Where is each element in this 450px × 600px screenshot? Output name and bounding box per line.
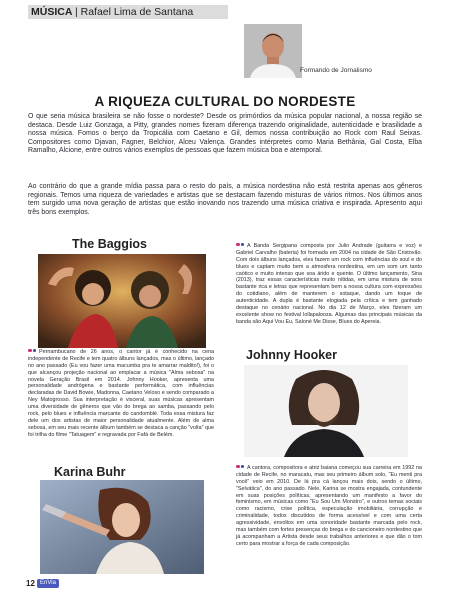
article-title: A RIQUEZA CULTURAL DO NORDESTE <box>94 94 356 109</box>
artist-text-baggios <box>236 242 422 326</box>
page-number: 12 <box>26 579 35 588</box>
section-name: MÚSICA <box>31 6 73 18</box>
intro-paragraph-1: O que seria música brasileira se não fosse o nordeste? Desde os primórdios da música popular nacional, a nossa região se destaca. Desde Luiz Gonzaga, a Pitty, grandes nomes fizeram diferença trazendo originalidade, autenticidade e brasilidade a nossa música. Fomos o berço da Tropicália com Caetano e Gil, demos nossa contribuição ao Rock com Raul Seixas. Compositores como Djavan, Fagner, Belchior, Alceu Valença. Grandes intérpretes como Maria Bethânia, Gal Costa, Elba Ramalho, Alcione, entre outros vários exemplos de pessoas que fazem música boa e atemporal. <box>28 113 422 155</box>
artist-body-karina: A cantora, compositora e atriz baiana começou sua carreira em 1992 na cidade de Recife, no maracatu, mas seu primeiro álbum solo, "Eu menti pra você" veio em 2010. De lá pra cá lançou mais dois, sendo o último, "Selvática", do ano passado. Nele, Karina se mostra engajada, contundente em suas posições políticas, apresentando um manifesto a favor do feminismo, em músicas como "Eu Sou Um Monstro", e outros temas sociais como racismo, crise política, especulação imobiliária, corrupção e criminalidade, todos discutidos de forma acessível e com uma certa agressividade, envoltos em uma sonoridade bastante marcada pelo rock, mas também com fortes presenças do brega e do cancioneiro nordestino que já acompanham a Artista desde seus trabalhos anteriores e que dão o tom certo para mostrar a força de cada composição. <box>236 464 422 547</box>
author-caption: Formando de Jornalismo <box>300 67 372 74</box>
author-name: Rafael Lima de Santana <box>80 6 194 18</box>
artist-title-karina: Karina Buhr <box>54 465 126 479</box>
hooker-photo <box>244 365 408 457</box>
header-separator: | <box>74 6 78 18</box>
artist-body-hooker: Pernambucano de 26 anos, o cantor já é conhecido na cena independente de Recife e tem quatro álbuns lançados, mas o último, lançado no ano passado (Eu vou fazer uma macumba pra te amarrar maldito!), foi o que alcançou projeção nacional ao emplacar a música "Alma sebosa" na novela Geração Brasil em 2014. Johnny Hooker, apresenta uma personalidade andrógena e bastante performática, com influências declaradas de David Bowie, Madonna, Caetano Veloso e sendo comparado a Ney Matogrosso. Sua interpretação é visceral, suas músicas apresentam uma diversidade de gêneros que vão do brega ao samba, passando pelo rock, pelo blues e influência marcante do candomblé. Toda essa mistura faz dele um dos artistas de maior personalidade atualmente. Além de alma sebosa, em seu mais recente álbum também se destaca a canção "volta" que foi trilha do filme "Tatuagem" e regravada por Fafá de Belém. <box>28 348 214 438</box>
artist-title-hooker: Johnny Hooker <box>246 348 337 362</box>
bullet-dots <box>236 464 245 471</box>
author-photo <box>244 24 302 78</box>
karina-photo <box>40 480 204 574</box>
baggios-photo <box>38 254 206 348</box>
artist-text-hooker <box>28 348 214 439</box>
artist-body-baggios: A Banda Sergipana composta por Julio Andrade (guitarra e voz) e Gabriel Carvalho (bateria) foi formada em 2004 na cidade de São Cristovão. Com dois álbuns lançados, eles fazem um rock com influências do soul e do blues e captam muito bem a atmosfera nordestina, em um som um tanto caótico e muito intenso que soa árido e quente. O último lançamento, Sina (2013), traz essas características muito nítidas, em uma mistura de sons bastante rica e letras que representam bem a nossa cultura com expressões do cotidiano, além de manterem o sotaque, dando um toque de autenticidade. A dupla é bastante elogiada pela crítica e tem ganhado destaque no cenário nacional. No dia 12 de Março, eles fizeram um excelente show no festival lollapalooza. Algumas das principais músicas da banda são Aqui Vou Eu, Saloné Me Disse, Blues do Apereia. <box>236 242 422 325</box>
bullet-dots <box>236 242 245 249</box>
magazine-logo: EnVia <box>37 579 59 588</box>
intro-paragraph-2: Ao contrário do que a grande mídia passa para o resto do país, a música nordestina não está restrita apenas aos gêneros regionais. Temos uma riqueza de variedades e artistas que se destacam fazendo misturas de vários ritmos. Nos últimos anos tem surgido uma nova geração de artistas que estão inovando nos trazendo uma música criativa e inspirada. Apresento aqui três bons exemplos. <box>28 183 422 216</box>
bullet-dots <box>28 348 37 355</box>
artist-title-baggios: The Baggios <box>72 237 148 251</box>
section-header <box>31 6 193 18</box>
artist-text-karina <box>236 464 422 548</box>
